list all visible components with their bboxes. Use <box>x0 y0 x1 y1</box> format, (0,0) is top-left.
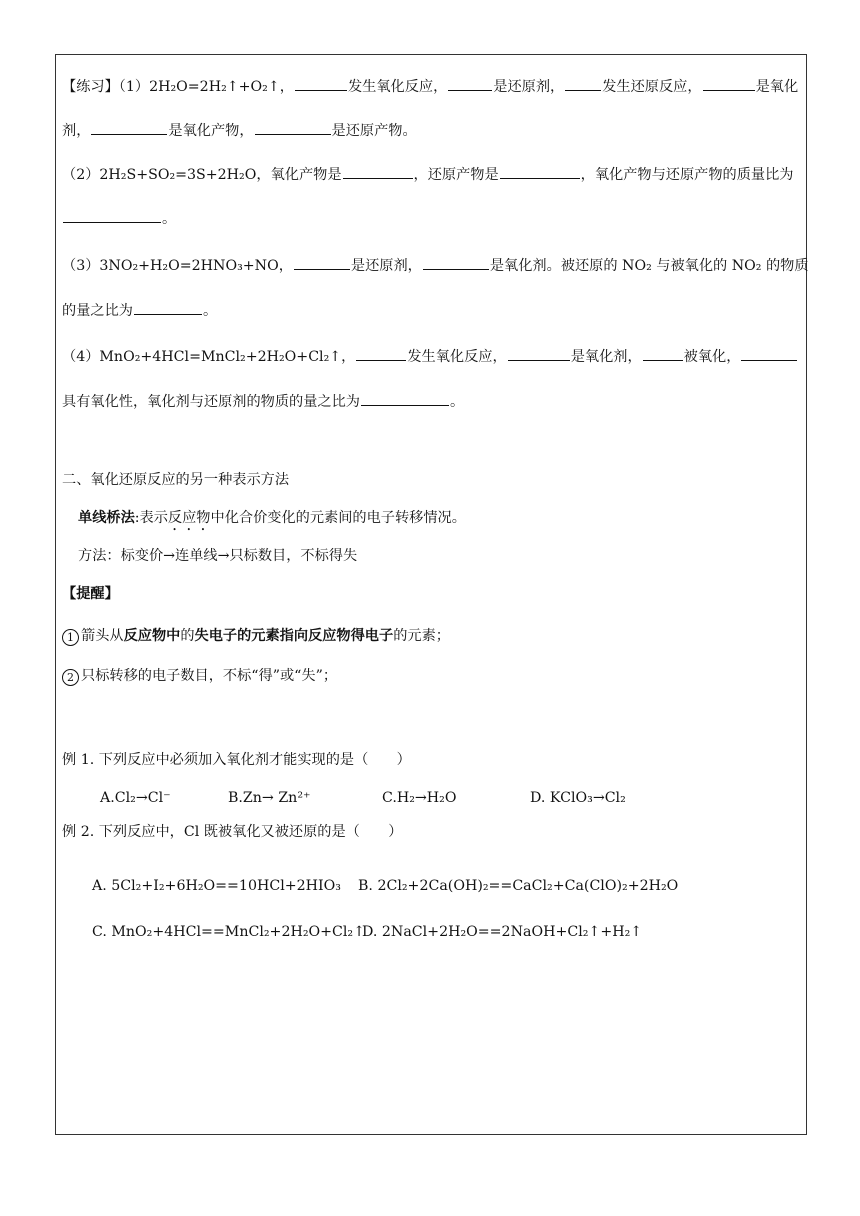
exercise-q3-line1 <box>62 255 809 276</box>
q2-text-1: ，还原产物是 <box>413 167 499 183</box>
q4-number: （4） <box>62 349 100 365</box>
example1-option-b[interactable]: B.Zn→ Zn²⁺ <box>228 790 311 806</box>
exercise-heading: 【练习】 <box>62 79 119 95</box>
q4-blank-3[interactable] <box>643 346 683 361</box>
q4-text-3: 被氧化， <box>683 349 741 365</box>
q1-blank-1[interactable] <box>295 76 347 91</box>
q4-blank-1[interactable] <box>356 346 406 361</box>
emphasized-reactant: 反应物 <box>167 510 211 526</box>
q4-blank-5[interactable] <box>361 391 449 406</box>
circled-two-icon: 2 <box>62 669 79 686</box>
exercise-q2-line2 <box>62 208 176 229</box>
q1-blank-5[interactable] <box>91 120 167 135</box>
definition-part-a: :表示 <box>134 510 168 526</box>
q3-text-1: 是还原剂， <box>350 258 422 274</box>
q3-blank-2[interactable] <box>423 255 489 270</box>
exercise-q2-line1 <box>62 164 793 185</box>
example1-option-c[interactable]: C.H₂→H₂O <box>382 790 457 806</box>
example2-option-c[interactable]: C. MnO₂+4HCl==MnCl₂+2H₂O+Cl₂↑ <box>92 924 366 940</box>
reminder-heading: 【提醒】 <box>62 586 119 602</box>
section2-title: 二、氧化还原反应的另一种表示方法 <box>62 472 290 488</box>
exercise-q4-line1 <box>62 346 798 367</box>
q1-blank-3[interactable] <box>565 76 601 91</box>
example1-option-d[interactable]: D. KClO₃→Cl₂ <box>530 790 626 806</box>
q4-text-5: 。 <box>449 394 465 410</box>
exercise-q1-line1 <box>62 76 798 97</box>
example2-stem: 例 2. 下列反应中，Cl 既被氧化又被还原的是（ ） <box>62 824 403 840</box>
q4-equation: MnO₂+4HCl=MnCl₂+2H₂O+Cl₂↑， <box>99 349 356 365</box>
q1-blank-2[interactable] <box>448 76 492 91</box>
q1-number: （1） <box>118 79 150 95</box>
q4-blank-4[interactable] <box>741 346 797 361</box>
q4-text-4: 具有氧化性，氧化剂与还原剂的物质的量之比为 <box>62 394 360 410</box>
q1-text-4: 是氧化 <box>755 79 799 95</box>
q2-blank-2[interactable] <box>500 164 580 179</box>
single-bridge-definition <box>78 508 466 534</box>
exercise-q4-line2 <box>62 391 464 412</box>
reminder-item-1 <box>62 626 450 646</box>
q1-text-6: 是氧化产物， <box>168 123 254 139</box>
q1-equation: 2H₂O=2H₂↑+O₂↑， <box>149 79 294 95</box>
q1-blank-6[interactable] <box>255 120 331 135</box>
method-line: 方法：标变价→连单线→只标数目，不标得失 <box>78 548 358 564</box>
exercise-q1-line2 <box>62 120 417 141</box>
q2-number: （2） <box>62 167 100 183</box>
example1-option-a[interactable]: A.Cl₂→Cl⁻ <box>100 790 171 806</box>
example2-option-d[interactable]: D. 2NaCl+2H₂O==2NaOH+Cl₂↑+H₂↑ <box>362 924 643 940</box>
reminder1-a: 箭头从 <box>81 628 124 644</box>
definition-part-b: 中化合价变化的元素间的电子转移情况。 <box>210 510 466 526</box>
reminder1-d: 失电子的元素指向反应物得电子 <box>194 628 394 644</box>
q1-text-5: 剂， <box>62 123 91 139</box>
q1-blank-4[interactable] <box>703 76 755 91</box>
reminder-item-2 <box>62 666 337 686</box>
example2-option-b[interactable]: B. 2Cl₂+2Ca(OH)₂==CaCl₂+Ca(ClO)₂+2H₂O <box>358 878 679 894</box>
reminder2-text: 只标转移的电子数目，不标“得”或“失”； <box>81 668 338 684</box>
q3-text-4: 。 <box>202 303 218 319</box>
q1-text-3: 发生还原反应， <box>602 79 702 95</box>
exercise-q3-line2 <box>62 300 217 321</box>
term-single-bridge: 单线桥法 <box>78 510 135 526</box>
q3-equation: 3NO₂+H₂O=2HNO₃+NO， <box>99 258 293 274</box>
q3-blank-3[interactable] <box>134 300 202 315</box>
example2-option-a[interactable]: A. 5Cl₂+I₂+6H₂O==10HCl+2HIO₃ <box>92 878 341 894</box>
q4-blank-2[interactable] <box>508 346 570 361</box>
q4-text-1: 发生氧化反应， <box>407 349 507 365</box>
reminder1-c: 的 <box>180 628 195 644</box>
q1-text-2: 是还原剂， <box>493 79 565 95</box>
q1-text-7: 是还原产物。 <box>331 123 417 139</box>
q2-text-3: 。 <box>162 211 177 227</box>
q3-text-3: 的量之比为 <box>62 303 133 319</box>
q2-blank-1[interactable] <box>343 164 413 179</box>
example1-stem: 例 1. 下列反应中必须加入氧化剂才能实现的是（ ） <box>62 752 411 768</box>
q2-text-2: ，氧化产物与还原产物的质量比为 <box>580 167 794 183</box>
reminder1-e: 的元素； <box>393 628 450 644</box>
q2-equation: 2H₂S+SO₂=3S+2H₂O，氧化产物是 <box>99 167 342 183</box>
q2-blank-3[interactable] <box>63 208 161 223</box>
circled-one-icon: 1 <box>62 629 79 646</box>
q4-text-2: 是氧化剂， <box>570 349 642 365</box>
q3-blank-1[interactable] <box>294 255 350 270</box>
q1-text-1: 发生氧化反应， <box>347 79 448 95</box>
q3-number: （3） <box>62 258 100 274</box>
reminder1-b: 反应物中 <box>123 628 181 644</box>
q3-text-2: 是氧化剂。被还原的 NO₂ 与被氧化的 NO₂ 的物质 <box>489 258 809 274</box>
